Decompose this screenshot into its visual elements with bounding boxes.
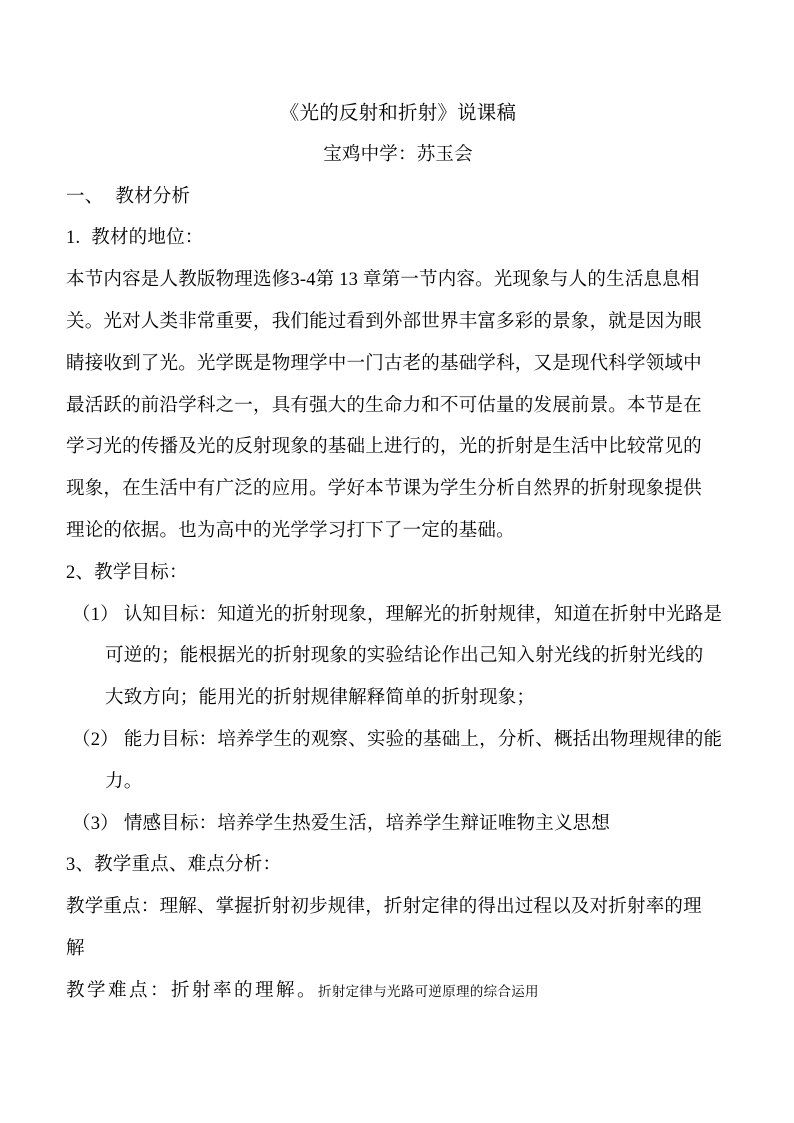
document-content: [66, 93, 730, 1013]
section1-subheading: [66, 218, 730, 260]
paragraph-line: 最活跃的前沿学科之一，具有强大的生命力和不可估量的发展前景。本节是在: [66, 395, 702, 416]
focus-line: 解: [66, 938, 85, 959]
focus-line: 教学重点：理解、掌握折射初步规律，折射定律的得出过程以及对折射率的理: [66, 897, 702, 918]
goal-2-continuation: 力。: [105, 771, 143, 792]
goal-2-text: 能力目标：培养学生的观察、实验的基础上，分析、概括出物理规律的能: [123, 729, 723, 750]
goal-item-2: [72, 720, 730, 762]
goal-item-1: [72, 595, 730, 637]
paragraph-line: 关。光对人类非常重要，我们能过看到外部世界丰富多彩的景象，就是因为眼: [66, 311, 702, 332]
goal-1-continuation: 大致方向；能用光的折射规律解释简单的折射现象；: [105, 688, 536, 709]
difficulty-note-text: 折射定律与光路可逆原理的综合运用: [318, 983, 539, 999]
section1-heading: [66, 177, 730, 219]
paragraph-line: 学习光的传播及光的反射现象的基础上进行的，光的折射是生活中比较常见的: [66, 437, 702, 458]
section1-heading-number: 一、: [66, 186, 104, 207]
goal-item-3: [72, 804, 730, 846]
goal-1-marker: （1）: [72, 604, 119, 625]
goal-2-marker: （2）: [72, 729, 119, 750]
goal-1-continuation: 可逆的；能根据光的折射现象的实验结论作出己知入射光线的折射光线的: [105, 646, 704, 667]
section3-heading: 3、教学重点、难点分析：: [66, 855, 282, 876]
difficulty-line: [66, 971, 730, 1013]
paragraph-line: 睛接收到了光。光学既是物理学中一门古老的基础学科，又是现代科学领域中: [66, 353, 702, 374]
section1-heading-text: 教材分析: [115, 186, 191, 207]
goal-3-marker: （3）: [72, 813, 119, 834]
paragraph-line: 本节内容是人教版物理选修3-4第 13 章第一节内容。光现象与人的生活息息相: [66, 270, 700, 291]
paragraph-line: 理论的依据。也为高中的光学学习打下了一定的基础。: [66, 520, 515, 541]
goal-1-text: 认知目标：知道光的折射现象，理解光的折射规律，知道在折射中光路是: [123, 604, 723, 625]
section2-heading: 2、教学目标：: [66, 562, 188, 583]
section1-subheading-number: 1.: [66, 228, 81, 249]
document-title: 《光的反射和折射》说课稿: [279, 103, 517, 124]
document-author: 宝鸡中学：苏玉会: [323, 144, 473, 165]
difficulty-main-text: 教学难点：折射率的理解。: [66, 980, 319, 1001]
section1-subheading-text: 教材的地位：: [91, 228, 204, 249]
paragraph-line: 现象，在生活中有广泛的应用。学好本节课为学生分析自然界的折射现象提供: [66, 479, 702, 500]
goal-3-text: 情感目标：培养学生热爱生活，培养学生辩证唯物主义思想: [123, 813, 611, 834]
